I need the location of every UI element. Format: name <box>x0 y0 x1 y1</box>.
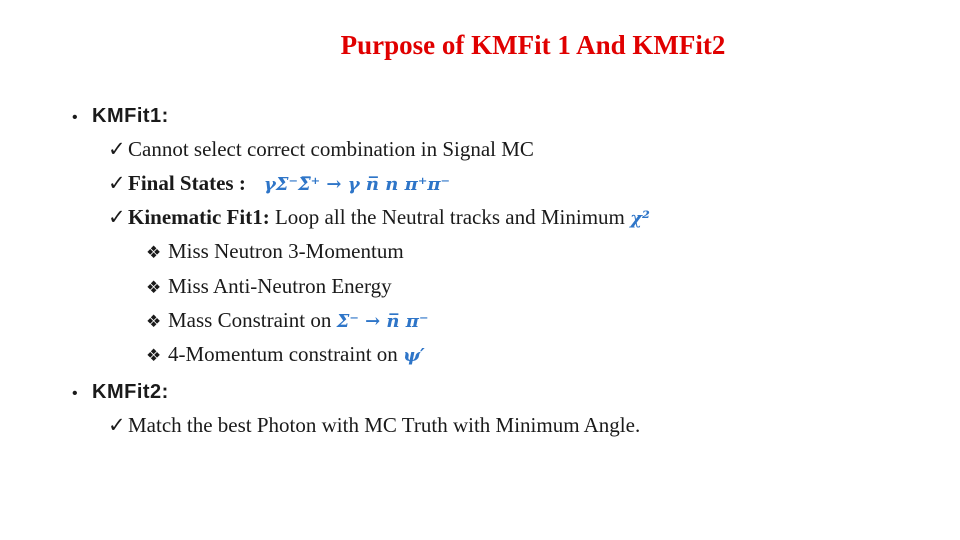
subitem-text: Mass Constraint on <box>168 308 337 332</box>
item-text: Match the best Photon with MC Truth with Minimum Angle. <box>128 413 641 437</box>
psi-prime-formula: ψ′ <box>403 345 425 366</box>
subitem-text: Miss Anti-Neutron Energy <box>168 274 392 298</box>
kmfit1-item-kinematic-fit <box>108 204 650 232</box>
kmfit2-item-photon-match <box>108 412 640 438</box>
final-states-label: Final States : <box>128 171 246 195</box>
bullet-dot: • <box>72 385 78 402</box>
subitem-antineutron-energy <box>146 273 392 301</box>
check-icon: ✓ <box>108 137 126 161</box>
slide-title: Purpose of KMFit 1 And KMFit2 <box>340 30 726 60</box>
kmfit2-heading: KMFit2: <box>92 381 169 403</box>
diamond-bullet-icon: ❖ <box>146 243 162 262</box>
subitem-four-momentum <box>146 341 425 369</box>
kmfit1-heading: KMFit1: <box>92 105 169 127</box>
final-states-formula: γΣ⁻Σ̅⁺ → γ n̅ n π⁺π⁻ <box>263 174 450 195</box>
bullet-kmfit1 <box>72 102 169 131</box>
bullet-kmfit2 <box>72 378 169 407</box>
check-icon: ✓ <box>108 413 126 437</box>
sigma-decay-formula: Σ⁻ → n̅ π⁻ <box>336 311 429 332</box>
diamond-bullet-icon: ❖ <box>146 278 162 297</box>
item-text: Cannot select correct combination in Signal MC <box>128 137 534 161</box>
check-icon: ✓ <box>108 205 126 229</box>
chi-squared-formula: χ² <box>630 208 650 229</box>
subitem-text: Miss Neutron 3-Momentum <box>168 239 404 263</box>
diamond-bullet-icon: ❖ <box>146 312 162 331</box>
kmfit1-item-combination <box>108 136 534 162</box>
subitem-text: 4-Momentum constraint on <box>168 342 404 366</box>
bullet-dot: • <box>72 109 78 126</box>
kmfit1-item-final-states <box>108 170 450 198</box>
subitem-mass-constraint <box>146 307 428 335</box>
check-icon: ✓ <box>108 171 126 195</box>
kinematic-fit-text: Loop all the Neutral tracks and Minimum <box>269 205 631 229</box>
diamond-bullet-icon: ❖ <box>146 346 162 365</box>
subitem-neutron-momentum <box>146 238 404 266</box>
kinematic-fit-label: Kinematic Fit1: <box>128 205 270 229</box>
